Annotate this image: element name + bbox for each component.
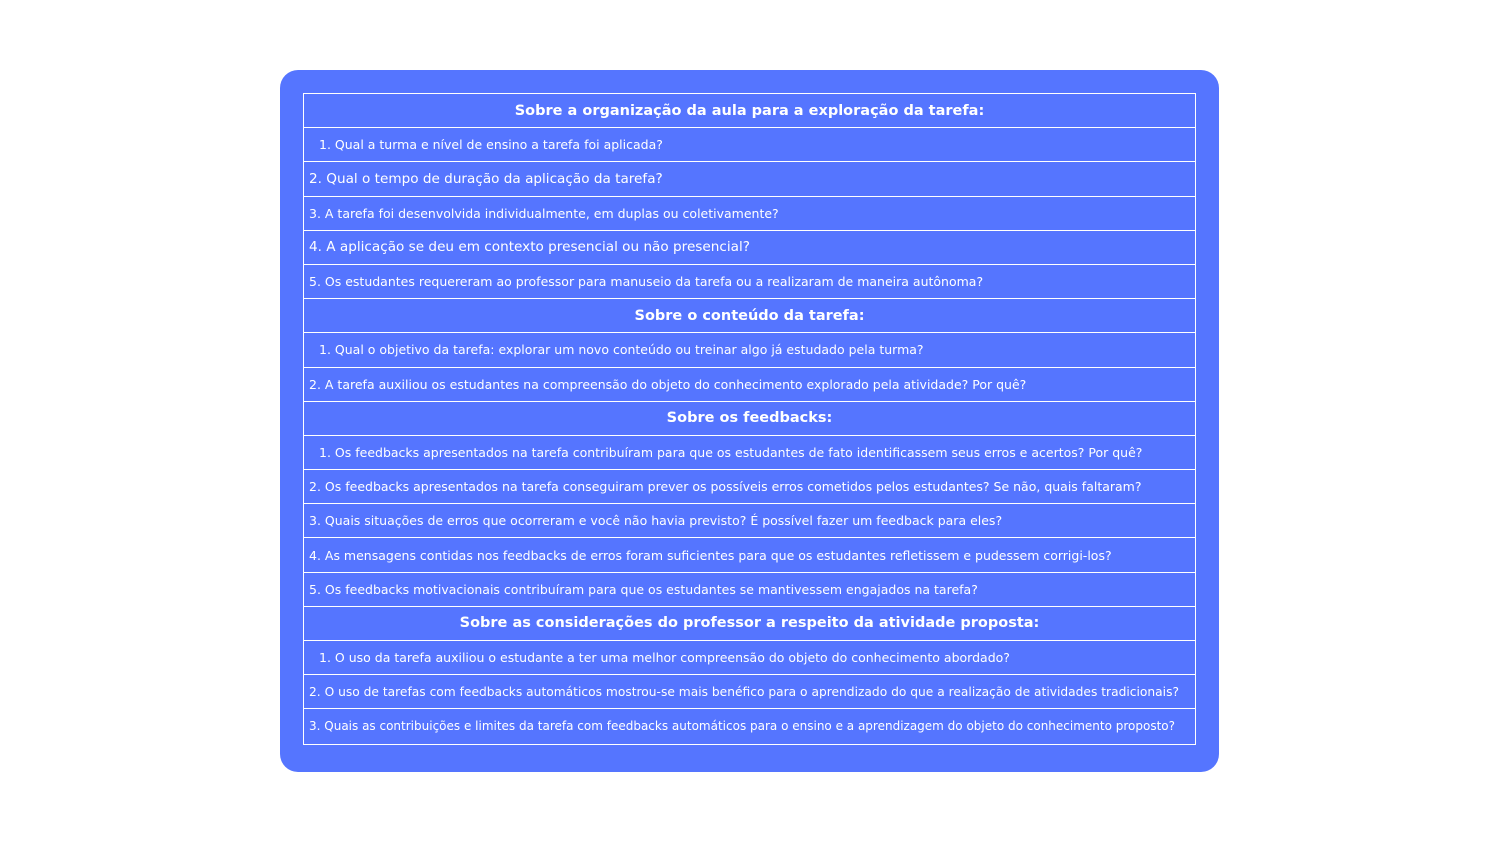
question-row: 3. A tarefa foi desenvolvida individualmente, em duplas ou coletivamente?	[304, 197, 1195, 231]
question-row: 2. O uso de tarefas com feedbacks automáticos mostrou-se mais benéfico para o aprendizado do que a realização de atividades tradicionais?	[304, 675, 1195, 709]
questionnaire-card	[280, 70, 1219, 772]
section-heading-feedbacks: Sobre os feedbacks:	[304, 402, 1195, 436]
question-row: 2. Os feedbacks apresentados na tarefa conseguiram prever os possíveis erros cometidos pelos estudantes? Se não, quais faltaram?	[304, 470, 1195, 504]
question-row: 1. O uso da tarefa auxiliou o estudante a ter uma melhor compreensão do objeto do conhecimento abordado?	[304, 641, 1195, 675]
question-row: 1. Qual o objetivo da tarefa: explorar um novo conteúdo ou treinar algo já estudado pela turma?	[304, 333, 1195, 367]
questionnaire-table	[303, 93, 1196, 745]
question-row: 2. A tarefa auxiliou os estudantes na compreensão do objeto do conhecimento explorado pela atividade? Por quê?	[304, 368, 1195, 402]
question-row: 4. As mensagens contidas nos feedbacks de erros foram suficientes para que os estudantes refletissem e pudessem corrigi-los?	[304, 538, 1195, 572]
question-row: 4. A aplicação se deu em contexto presencial ou não presencial?	[304, 231, 1195, 265]
question-row: 1. Qual a turma e nível de ensino a tarefa foi aplicada?	[304, 128, 1195, 162]
section-heading-organizacao: Sobre a organização da aula para a exploração da tarefa:	[304, 94, 1195, 128]
question-row: 5. Os estudantes requereram ao professor para manuseio da tarefa ou a realizaram de maneira autônoma?	[304, 265, 1195, 299]
question-row: 1. Os feedbacks apresentados na tarefa contribuíram para que os estudantes de fato identificassem seus erros e acertos? Por quê?	[304, 436, 1195, 470]
question-row: 3. Quais situações de erros que ocorreram e você não havia previsto? É possível fazer um feedback para eles?	[304, 504, 1195, 538]
question-row: 2. Qual o tempo de duração da aplicação da tarefa?	[304, 162, 1195, 196]
section-heading-conteudo: Sobre o conteúdo da tarefa:	[304, 299, 1195, 333]
section-heading-consideracoes: Sobre as considerações do professor a respeito da atividade proposta:	[304, 607, 1195, 641]
question-row: 3. Quais as contribuições e limites da tarefa com feedbacks automáticos para o ensino e a aprendizagem do objeto do conhecimento proposto?	[309, 719, 1176, 734]
question-row: 5. Os feedbacks motivacionais contribuíram para que os estudantes se mantivessem engajados na tarefa?	[304, 573, 1195, 607]
